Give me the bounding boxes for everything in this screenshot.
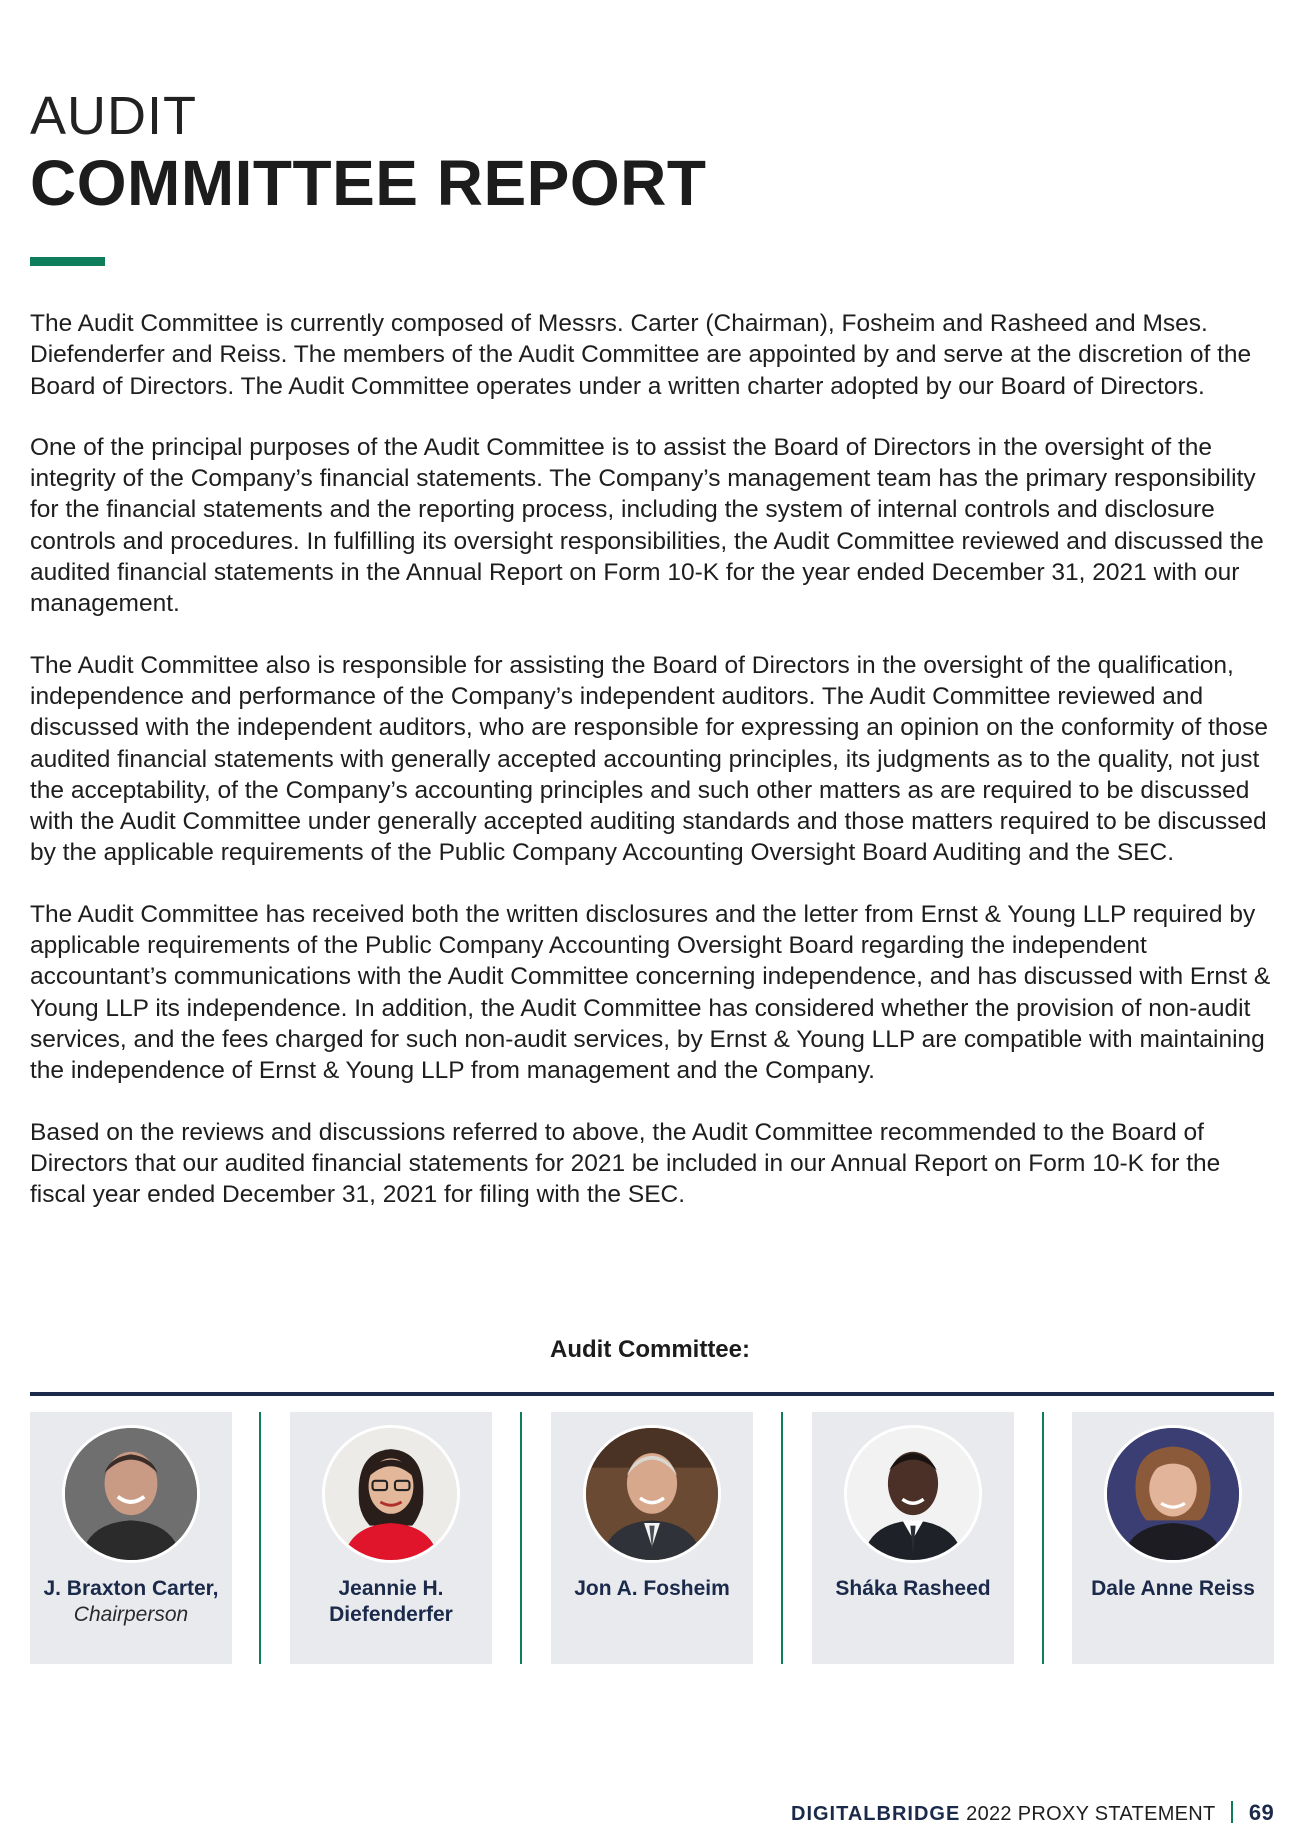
title-line-1: AUDIT bbox=[30, 86, 197, 146]
member-photo bbox=[583, 1425, 721, 1563]
section-divider bbox=[30, 1392, 1274, 1396]
footer-separator bbox=[1231, 1801, 1233, 1823]
footer-brand: DIGITALBRIDGE bbox=[791, 1803, 961, 1825]
member-card bbox=[30, 1412, 232, 1664]
member-photo bbox=[844, 1425, 982, 1563]
member-name: Jeannie H. Diefenderfer bbox=[329, 1577, 453, 1626]
member-divider bbox=[520, 1412, 522, 1664]
person-avatar-icon bbox=[1107, 1428, 1239, 1560]
member-divider bbox=[1042, 1412, 1044, 1664]
person-avatar-icon bbox=[847, 1428, 979, 1560]
member-photo bbox=[62, 1425, 200, 1563]
person-avatar-icon bbox=[325, 1428, 457, 1560]
paragraph-4: The Audit Committee has received both the written disclosures and the letter from Ernst & Young LLP required by applicable requirements of the Public Company Accounting Oversight Board regarding the independent accountant’s communications with the Audit Committee concerning independence, and has discussed with Ernst & Young LLP its independence. In addition, the Audit Committee has considered whether the provision of non-audit services, and the fees charged for such non-audit services, by Ernst & Young LLP are compatible with maintaining the independence of Ernst & Young LLP from management and the Company. bbox=[30, 900, 1271, 1085]
paragraph-2: One of the principal purposes of the Audit Committee is to assist the Board of Directors in the oversight of the integrity of the Company’s financial statements. The Company’s management team has the primary responsibility for the financial statements and the reporting process, including the system of internal controls and disclosure controls and procedures. In fulfilling its oversight responsibilities, the Audit Committee reviewed and discussed the audited financial statements in the Annual Report on Form 10-K for the year ended December 31, 2021 with our management. bbox=[30, 433, 1264, 618]
page-footer bbox=[791, 1800, 1274, 1826]
member-card bbox=[290, 1412, 492, 1664]
member-name: J. Braxton Carter, Chairperson bbox=[30, 1576, 232, 1628]
member-name: Jon A. Fosheim bbox=[574, 1577, 730, 1600]
person-avatar-icon bbox=[65, 1428, 197, 1560]
page-number: 69 bbox=[1248, 1800, 1274, 1825]
member-name: Dale Anne Reiss bbox=[1091, 1577, 1255, 1600]
member-card bbox=[812, 1412, 1014, 1664]
title-accent-bar bbox=[30, 257, 105, 266]
footer-document: 2022 PROXY STATEMENT bbox=[966, 1803, 1216, 1825]
member-photo bbox=[1104, 1425, 1242, 1563]
committee-members bbox=[30, 1412, 1274, 1664]
committee-label: Audit Committee: bbox=[550, 1336, 750, 1363]
report-body bbox=[30, 308, 1282, 1240]
paragraph-3: The Audit Committee also is responsible for assisting the Board of Directors in the oversight of the qualification, independence and performance of the Company’s independent auditors. The Audit Committee reviewed and discussed with the independent auditors, who are responsible for expressing an opinion on the conformity of those audited financial statements with generally accepted accounting principles, its judgments as to the quality, not just the acceptability, of the Company’s accounting principles and such other matters as are required to be discussed with the Audit Committee under generally accepted auditing standards and those matters required to be discussed by the applicable requirements of the Public Company Accounting Oversight Board Auditing and the SEC. bbox=[30, 651, 1269, 867]
paragraph-1: The Audit Committee is currently composed of Messrs. Carter (Chairman), Fosheim and Rasheed and Mses. Diefenderfer and Reiss. The members of the Audit Committee are appointed by and serve at the discretion of the Board of Directors. The Audit Committee operates under a written charter adopted by our Board of Directors. bbox=[30, 310, 1252, 400]
title-line-2: COMMITTEE REPORT bbox=[30, 147, 707, 219]
person-avatar-icon bbox=[586, 1428, 718, 1560]
member-photo bbox=[322, 1425, 460, 1563]
member-card bbox=[551, 1412, 753, 1664]
member-role: Chairperson bbox=[73, 1603, 189, 1626]
member-card bbox=[1072, 1412, 1274, 1664]
member-divider bbox=[781, 1412, 783, 1664]
page-title bbox=[30, 84, 1030, 218]
paragraph-5: Based on the reviews and discussions referred to above, the Audit Committee recommended to the Board of Directors that our audited financial statements for 2021 be included in our Annual Report on Form 10-K for the fiscal year ended December 31, 2021 for filing with the SEC. bbox=[30, 1118, 1221, 1209]
member-divider bbox=[259, 1412, 261, 1664]
member-name: Sháka Rasheed bbox=[835, 1577, 991, 1600]
